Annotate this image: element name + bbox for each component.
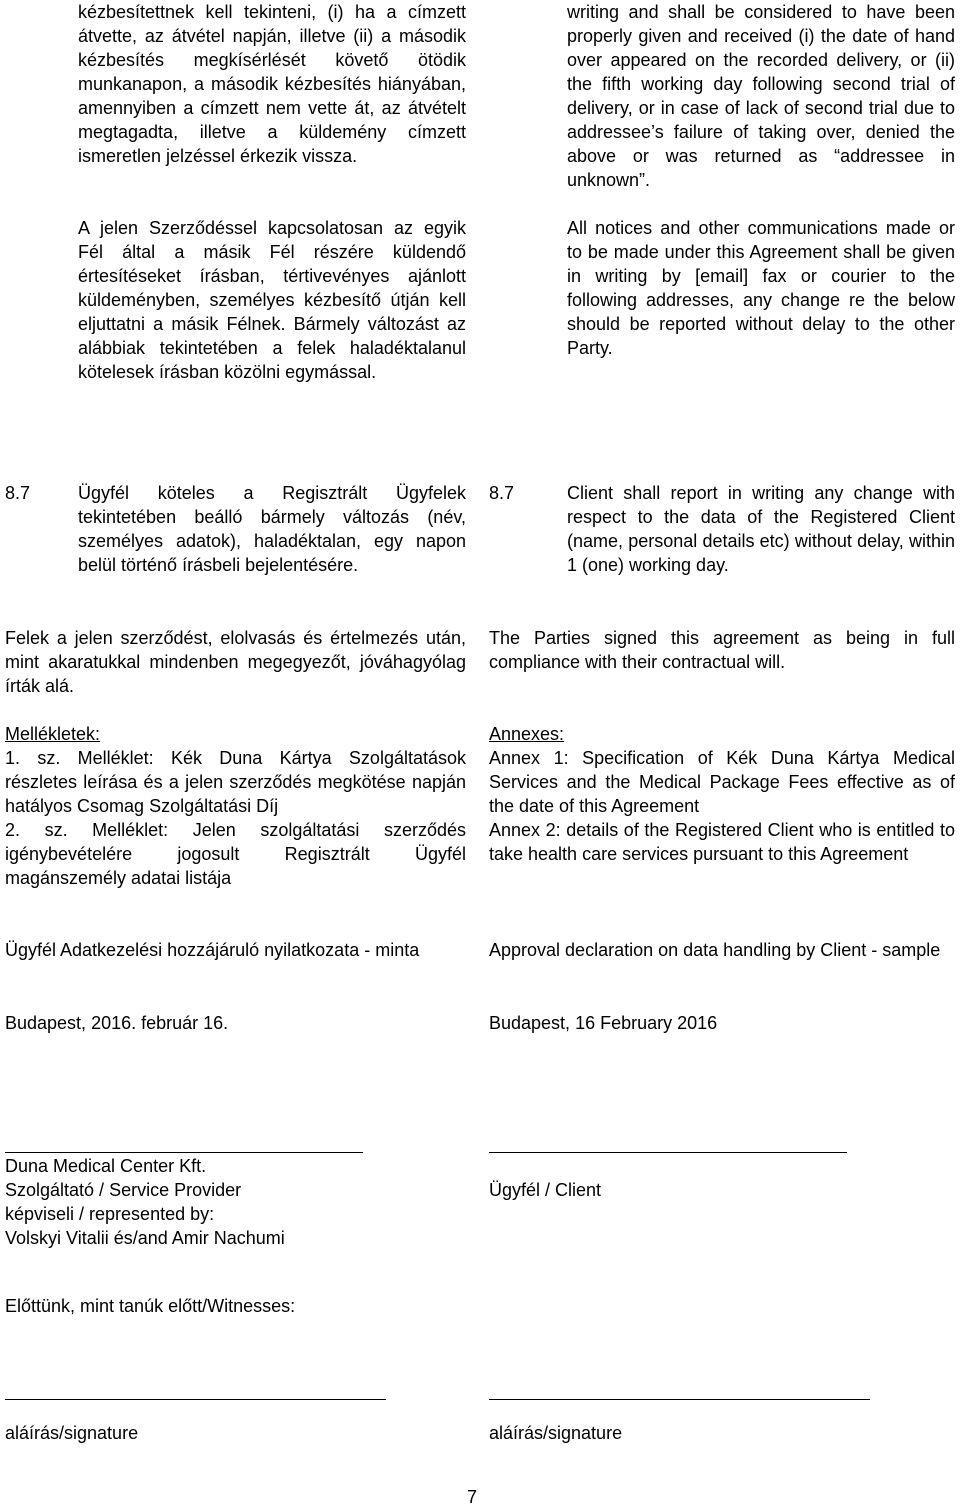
hu-date: Budapest, 2016. február 16. (5, 1013, 229, 1033)
witness-signature-label-right: aláírás/signature (489, 1423, 623, 1443)
client-signature-line (489, 1152, 847, 1153)
hu-clause-number: 8.7 (5, 483, 31, 503)
hu-clause-text: Ügyfél köteles a Regisztrált Ügyfelek tekintetében beálló bármely változás (név, személyes adatok), haladéktalan, egy napon belül történő írásbeli bejelentésére. (78, 483, 466, 575)
represented-by-label: képviseli / represented by: (5, 1204, 215, 1224)
hu-annexes (5, 722, 466, 890)
witness-signature-line-left (5, 1399, 386, 1400)
witness-signature-label-left: aláírás/signature (5, 1423, 139, 1443)
provider-representatives: Volskyi Vitalii és/and Amir Nachumi (5, 1228, 285, 1248)
en-date: Budapest, 16 February 2016 (489, 1013, 718, 1033)
en-annex-heading: Annexes: (489, 724, 565, 744)
page-number: 7 (467, 1487, 478, 1507)
en-clause-text: Client shall report in writing any change with respect to the data of the Registered Client (name, personal details etc) without delay, within 1 (one) working day. (567, 483, 955, 575)
en-clause-number: 8.7 (489, 483, 515, 503)
en-annexes (489, 722, 955, 866)
provider-signature-block (5, 1154, 466, 1250)
hu-annex-2: 2. sz. Melléklet: Jelen szolgáltatási szerződés igénybevételére jogosult Regisztrált Ügyfél magánszemély adatai listája (5, 820, 466, 888)
hu-notices-paragraph: A jelen Szerződéssel kapcsolatosan az egyik Fél által a másik Fél részére küldendő értesítéseket írásban, tértivevényes ajánlott küldeményben, személyes kézbesítő útján kell eljuttatni a másik Félnek. Bármely változást az alábbiak tekintetében a felek haladéktalanul kötelesek írásban közölni egymással. (78, 218, 466, 382)
witness-signature-line-right (489, 1399, 870, 1400)
en-annex-1: Annex 1: Specification of Kék Duna Kártya Medical Services and the Medical Package Fees effective as of the date of this Agreement (489, 748, 955, 816)
provider-signature-line (5, 1152, 363, 1153)
hu-signed-statement: Felek a jelen szerződést, elolvasás és értelmezés után, mint akaratukkal mindenben megegyezőt, jóváhagyólag írták alá. (5, 628, 466, 696)
witnesses-label: Előttünk, mint tanúk előtt/Witnesses: (5, 1296, 296, 1316)
hu-approval-declaration: Ügyfél Adatkezelési hozzájáruló nyilatkozata - minta (5, 940, 420, 960)
en-annex-2: Annex 2: details of the Registered Client who is entitled to take health care services pursuant to this Agreement (489, 820, 955, 864)
hu-annex-1: 1. sz. Melléklet: Kék Duna Kártya Szolgáltatások részletes leírása és a jelen szerződés megkötése napján hatályos Csomag Szolgáltatási Díj (5, 748, 466, 816)
client-role: Ügyfél / Client (489, 1180, 602, 1200)
en-approval-declaration: Approval declaration on data handling by Client - sample (489, 940, 941, 960)
en-delivery-paragraph: writing and shall be considered to have been properly given and received (i) the date of hand over appeared on the recorded delivery, or (ii) the fifth working day following second trial of delivery, or in case of lack of second trial due to addressee’s failure of taking over, denied the above or was returned as “addressee in unknown”. (567, 2, 955, 190)
hu-annex-heading: Mellékletek: (5, 724, 101, 744)
hu-delivery-paragraph: kézbesítettnek kell tekinteni, (i) ha a címzett átvette, az átvétel napján, illetve (ii) a második kézbesítés megkísérlését követő ötödik munkanapon, a második kézbesítés hiányában, amennyiben a címzett nem vette át, az átvételt megtagadta, illetve a küldemény címzett ismeretlen jelzéssel érkezik vissza. (78, 2, 466, 166)
provider-role: Szolgáltató / Service Provider (5, 1180, 242, 1200)
en-signed-statement: The Parties signed this agreement as being in full compliance with their contractual will. (489, 628, 955, 672)
en-notices-paragraph: All notices and other communications made or to be made under this Agreement shall be given in writing by [email] fax or courier to the following addresses, any change re the below should be reported without delay to the other Party. (567, 218, 955, 358)
provider-company: Duna Medical Center Kft. (5, 1156, 207, 1176)
